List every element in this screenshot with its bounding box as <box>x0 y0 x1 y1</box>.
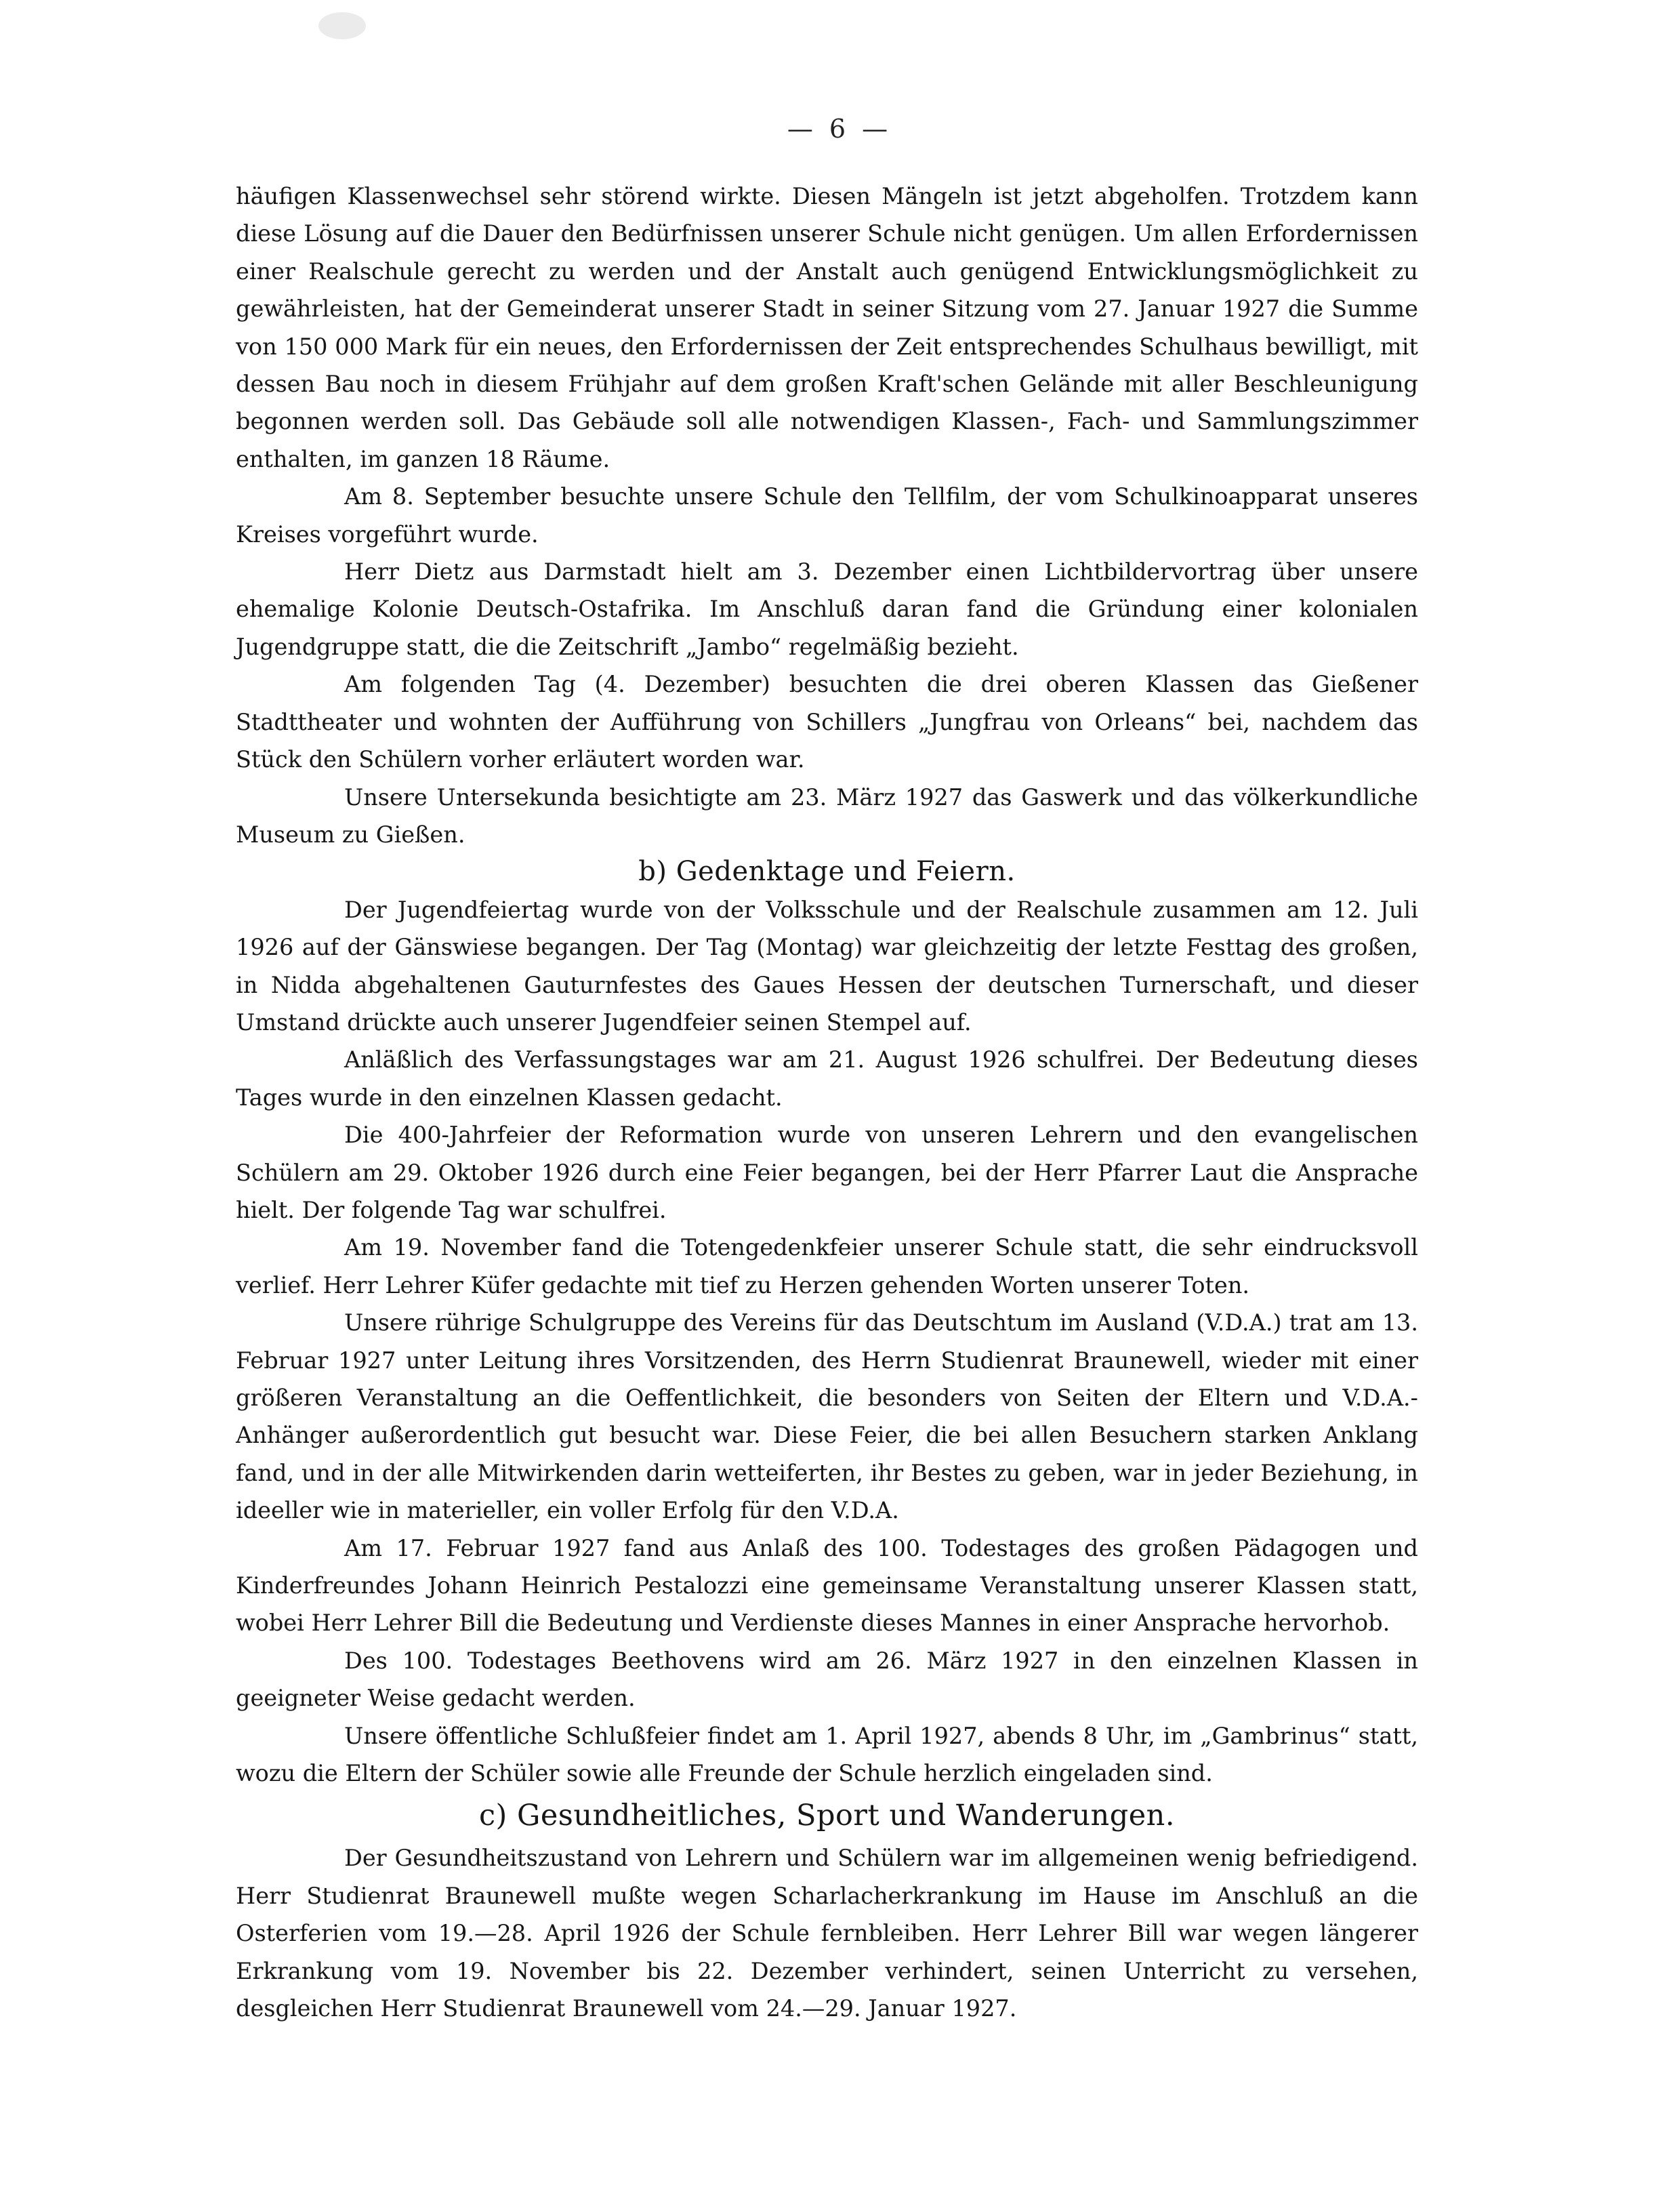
paragraph-closing-ceremony: Unsere öffentliche Schlußfeier findet am 1. April 1927, abends 8 Uhr, im „Gambrinus“ statt, wozu die Eltern der Schüler sowie alle Freunde der Schule herzlich eingeladen sind. <box>236 1722 1418 1787</box>
paragraph-gasworks-museum: Unsere Untersekunda besichtigte am 23. März 1927 das Gaswerk und das völkerkundliche Museum zu Gießen. <box>236 783 1418 848</box>
paragraph-health: Der Gesundheitszustand von Lehrern und Schülern war im allgemeinen wenig befriedigend. Herr Studienrat Braunewell mußte wegen Scharlacherkrankung im Hause im Anschluß an die Osterferien vom 19.—28. April 1926 der Schule fernbleiben. Herr Lehrer Bill war wegen längerer Erkrankung vom 19. November bis 22. Dezember verhindert, seinen Unterricht zu versehen, desgleichen Herr Studienrat Braunewell vom 24.—29. Januar 1927. <box>236 1845 1418 2022</box>
section-heading-b: b) Gedenktage und Feiern. <box>638 856 1016 888</box>
paragraph-memorial: Am 19. November fand die Totengedenkfeier unserer Schule statt, die sehr eindrucksvoll verlief. Herr Lehrer Küfer gedachte mit tief zu Herzen gehenden Worten unserer Toten. <box>236 1234 1418 1298</box>
paragraph-theater-visit: Am folgenden Tag (4. Dezember) besuchten die drei oberen Klassen das Gießener Stadttheater und wohnten der Aufführung von Schillers „Jungfrau von Orleans“ bei, nachdem das Stück den Schülern vorher erläutert worden war. <box>236 671 1418 773</box>
section-heading-c: c) Gesundheitliches, Sport und Wanderungen. <box>478 1799 1176 1833</box>
paragraph-lecture-east-africa: Herr Dietz aus Darmstadt hielt am 3. Dezember einen Lichtbildervortrag über unsere ehemalige Kolonie Deutsch-Ostafrika. Im Anschluß daran fand die Gründung einer kolonialen Jugendgruppe statt, die die Zeitschrift „Jambo“ regelmäßig bezieht. <box>236 558 1418 660</box>
paragraph-constitution-day: Anläßlich des Verfassungstages war am 21. August 1926 schulfrei. Der Bedeutung dieses Tages wurde in den einzelnen Klassen gedacht. <box>236 1046 1418 1111</box>
paper-smudge <box>318 12 366 39</box>
paragraph-tellfilm: Am 8. September besuchte unsere Schule den Tellfilm, der vom Schulkinoapparat unseres Kreises vorgeführt wurde. <box>236 483 1418 548</box>
paragraph-pestalozzi: Am 17. Februar 1927 fand aus Anlaß des 100. Todestages des großen Pädagogen und Kinderfreundes Johann Heinrich Pestalozzi eine gemeinsame Veranstaltung unserer Klassen statt, wobei Herr Lehrer Bill die Bedeutung und Verdienste dieses Mannes in einer Ansprache hervorhob. <box>236 1534 1418 1637</box>
page-number: — 6 — <box>787 114 892 144</box>
paragraph-beethoven: Des 100. Todestages Beethovens wird am 26. März 1927 in den einzelnen Klassen in geeigneter Weise gedacht werden. <box>236 1647 1418 1712</box>
paragraph-vda-event: Unsere rührige Schulgruppe des Vereins für das Deutschtum im Ausland (V.D.A.) trat am 13. Februar 1927 unter Leitung ihres Vorsitzenden, des Herrn Studienrat Braunewell, wieder mit einer größeren Veranstaltung an die Oeffentlichkeit, die besonders von Seiten der Eltern und V.D.A.-Anhänger außerordentlich gut besucht war. Diese Feier, die bei allen Besuchern starken Anklang fand, und in der alle Mitwirkenden darin wetteiferten, ihr Bestes zu geben, war in jeder Beziehung, in ideeller wie in materieller, ein voller Erfolg für den V.D.A. <box>236 1309 1418 1524</box>
paragraph-new-school-building: häufigen Klassenwechsel sehr störend wirkte. Diesen Mängeln ist jetzt abgeholfen. Trotzdem kann diese Lösung auf die Dauer den Bedürfnissen unserer Schule nicht genügen. Um allen Erfordernissen einer Realschule gerecht zu werden und der Anstalt auch genügend Entwicklungsmöglichkeit zu gewährleisten, hat der Gemeinderat unserer Stadt in seiner Sitzung vom 27. Januar 1927 die Summe von 150 000 Mark für ein neues, den Erfordernissen der Zeit entsprechendes Schulhaus bewilligt, mit dessen Bau noch in diesem Frühjahr auf dem großen Kraft'schen Gelände mit aller Beschleunigung begonnen werden soll. Das Gebäude soll alle notwendigen Klassen-, Fach- und Sammlungszimmer enthalten, im ganzen 18 Räume. <box>236 183 1418 472</box>
paragraph-reformation: Die 400-Jahrfeier der Reformation wurde von unseren Lehrern und den evangelischen Schülern am 29. Oktober 1926 durch eine Feier begangen, bei der Herr Pfarrer Laut die Ansprache hielt. Der folgende Tag war schulfrei. <box>236 1122 1418 1223</box>
document-body <box>236 178 1418 2028</box>
paragraph-youth-festival: Der Jugendfeiertag wurde von der Volksschule und der Realschule zusammen am 12. Juli 1926 auf der Gänswiese begangen. Der Tag (Montag) war gleichzeitig der letzte Festtag des großen, in Nidda abgehaltenen Gauturnfestes des Gaues Hessen der deutschen Turnerschaft, und dieser Umstand drückte auch unserer Jugendfeier seinen Stempel auf. <box>236 896 1418 1036</box>
